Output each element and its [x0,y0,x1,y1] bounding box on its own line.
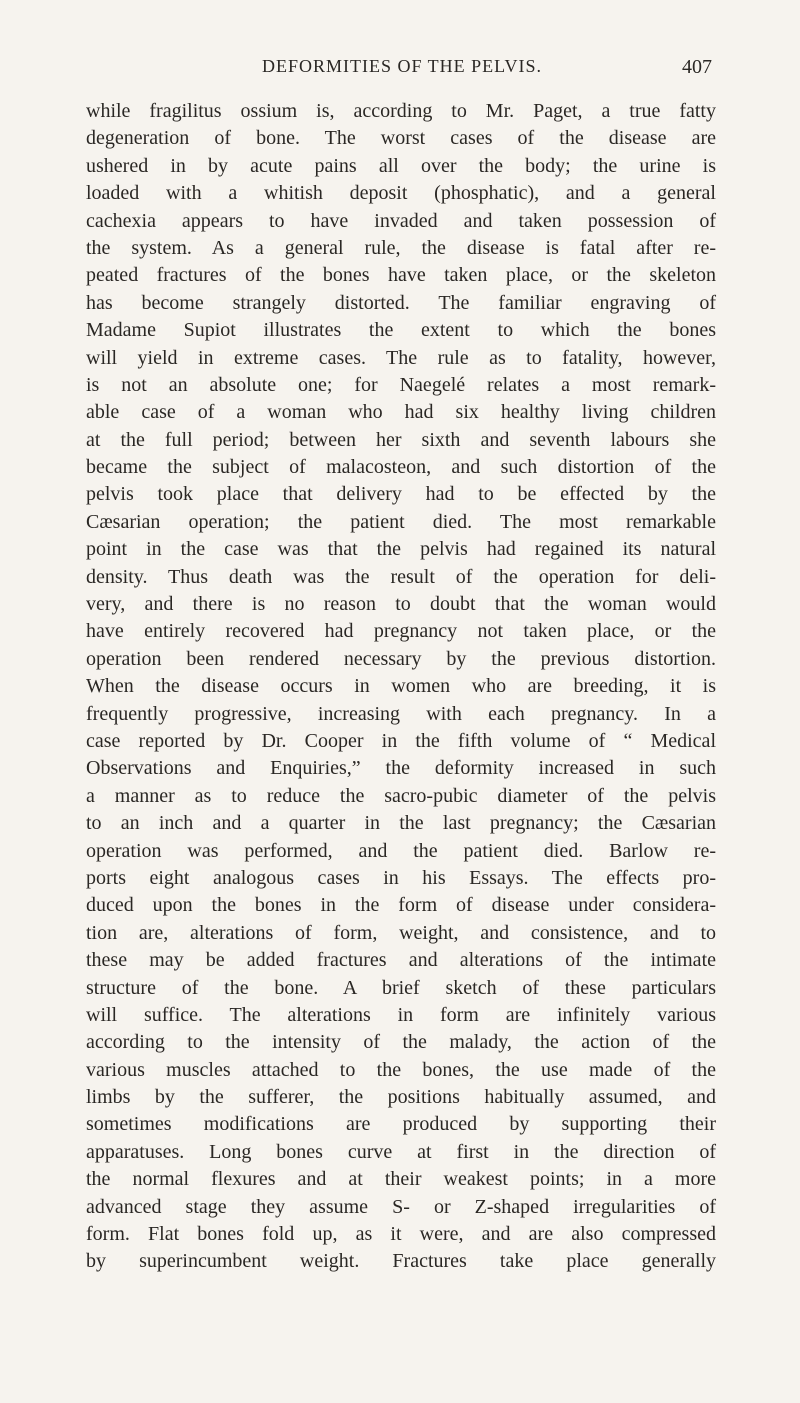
text-line: will yield in extreme cases. The rule as to fatality, however, [86,346,716,369]
text-line: has become strangely distorted. The familiar engraving of [86,291,716,314]
running-title: DEFORMITIES OF THE PELVIS. [261,56,543,76]
text-line: cachexia appears to have invaded and taken possession of [86,209,716,232]
text-line: density. Thus death was the result of the operation for deli- [86,565,716,588]
text-line: Cæsarian operation; the patient died. The most remarkable [86,510,716,533]
text-line: have entirely recovered had pregnancy not taken place, or the [86,620,716,643]
text-line: advanced stage they assume S- or Z-shaped irregularities of [86,1195,716,1218]
text-line: When the disease occurs in women who are breeding, it is [86,675,716,698]
text-line: tion are, alterations of form, weight, and consistence, and to [86,921,716,944]
running-head [92,56,712,86]
text-line: operation was performed, and the patient died. Barlow re- [86,839,716,862]
text-line: will suffice. The alterations in form are infinitely various [86,1003,716,1026]
text-line: to an inch and a quarter in the last pregnancy; the Cæsarian [86,812,716,835]
text-line: frequently progressive, increasing with each pregnancy. In a [86,702,716,725]
text-line: loaded with a whitish deposit (phosphatic), and a general [86,182,716,205]
text-line: very, and there is no reason to doubt that the woman would [86,593,716,616]
text-line: by superincumbent weight. Fractures take place generally [86,1250,716,1273]
text-line: according to the intensity of the malady, the action of the [86,1031,716,1054]
text-line: ports eight analogous cases in his Essays. The effects pro- [86,866,716,889]
text-line: ushered in by acute pains all over the body; the urine is [86,154,716,177]
text-line: structure of the bone. A brief sketch of these particulars [86,976,716,999]
text-line: case reported by Dr. Cooper in the fifth volume of “ Medical [86,729,716,752]
text-line: apparatuses. Long bones curve at first in the direction of [86,1140,716,1163]
page-number: 407 [682,56,712,78]
text-line: various muscles attached to the bones, the use made of the [86,1058,716,1081]
text-line: limbs by the sufferer, the positions habitually assumed, and [86,1086,716,1109]
text-line: operation been rendered necessary by the previous distortion. [86,647,716,670]
text-line: became the subject of malacosteon, and such distortion of the [86,456,716,479]
text-line: the normal flexures and at their weakest points; in a more [86,1168,716,1191]
text-line: able case of a woman who had six healthy living children [86,401,716,424]
text-line: is not an absolute one; for Naegelé relates a most remark- [86,373,716,396]
text-line: Observations and Enquiries,” the deformity increased in such [86,757,716,780]
text-line: while fragilitus ossium is, according to Mr. Paget, a true fatty [86,100,716,122]
text-line: peated fractures of the bones have taken place, or the skeleton [86,264,716,287]
text-line: pelvis took place that delivery had to be effected by the [86,483,716,506]
text-line: the system. As a general rule, the disease is fatal after re- [86,236,716,259]
text-line: a manner as to reduce the sacro-pubic diameter of the pelvis [86,784,716,807]
text-line: Madame Supiot illustrates the extent to which the bones [86,319,716,342]
text-line: form. Flat bones fold up, as it were, and are also compressed [86,1223,716,1246]
text-line: these may be added fractures and alterations of the intimate [86,949,716,972]
text-line: degeneration of bone. The worst cases of the disease are [86,127,716,150]
text-line: duced upon the bones in the form of disease under considera- [86,894,716,917]
body-text [86,98,716,1276]
text-line: at the full period; between her sixth and seventh labours she [86,428,716,451]
text-line: sometimes modifications are produced by supporting their [86,1113,716,1136]
text-line: point in the case was that the pelvis had regained its natural [86,538,716,561]
